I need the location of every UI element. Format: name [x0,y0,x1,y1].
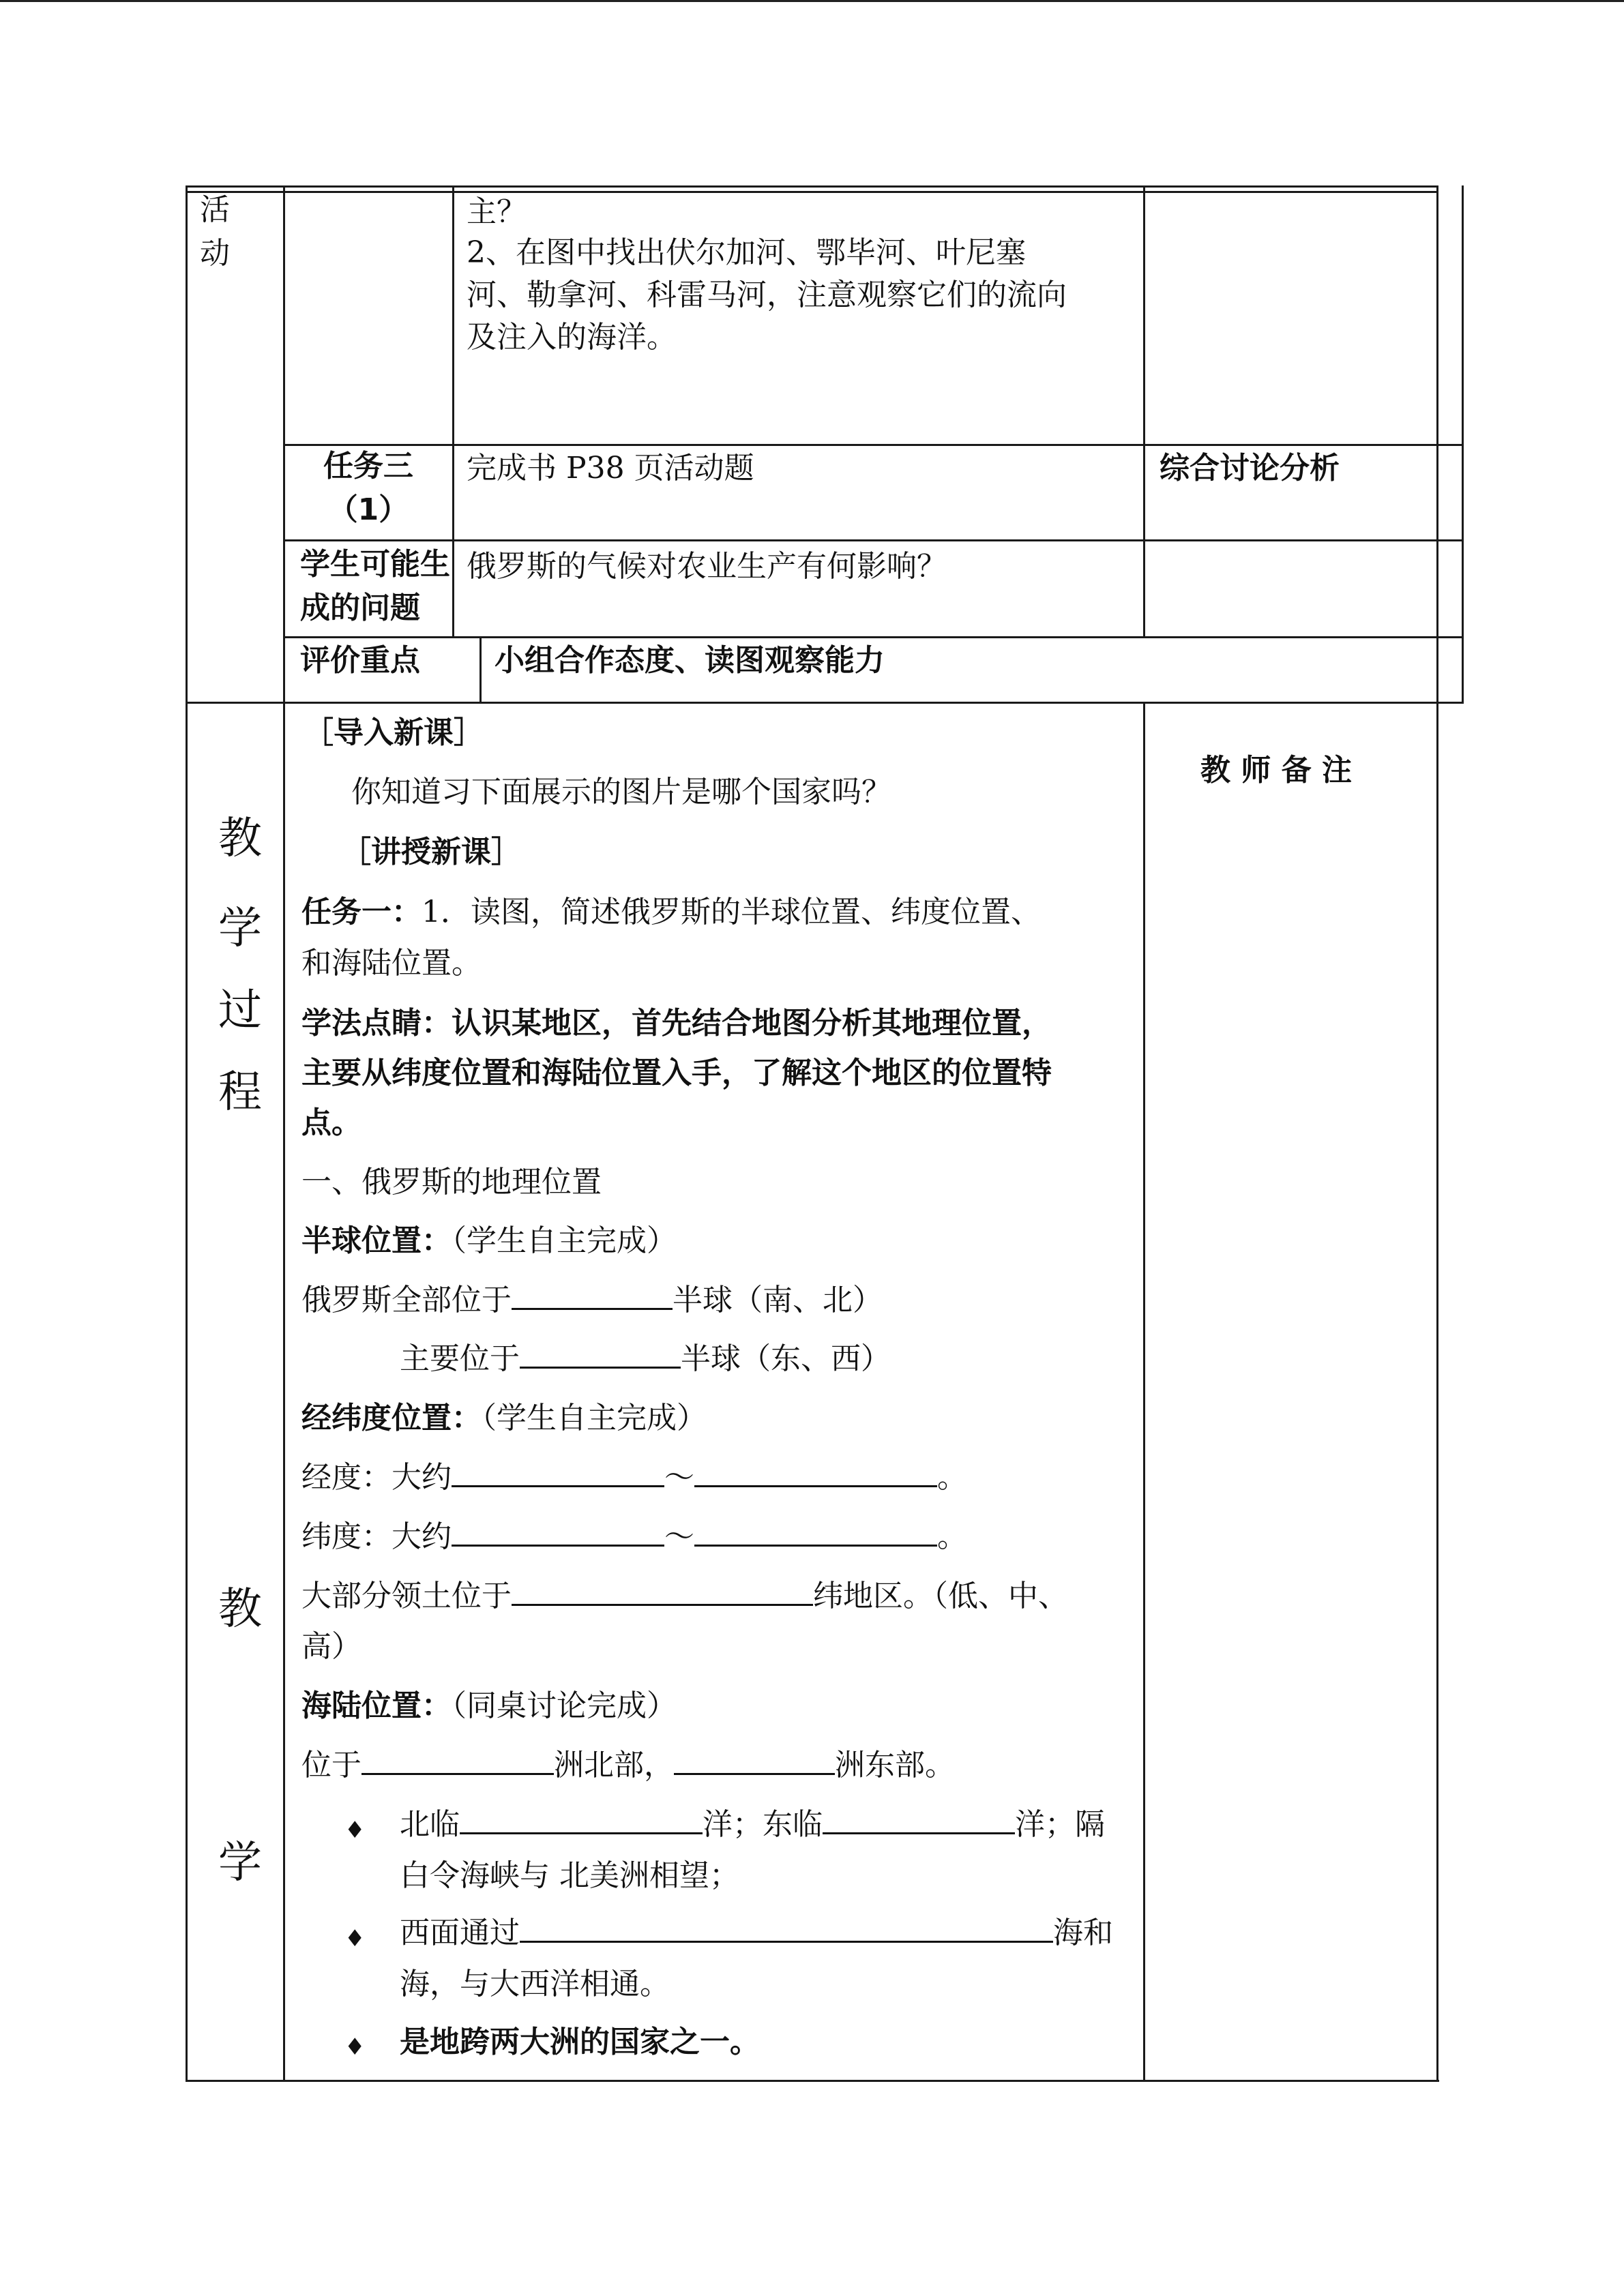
evaluation-label: 评价重点 [300,643,420,678]
longitude-line [301,1454,967,1502]
sea-land-label: 海陆位置： [301,1688,452,1723]
activity-line: 及注入的海洋。 [467,320,677,355]
intro-question: 你知道习下面展示的图片是哪个国家吗？ [351,775,891,809]
evaluation-content: 小组合作态度、读图观察能力 [494,643,885,678]
intro-heading: ［导入新课］ [304,715,484,750]
page-top-border [0,0,1624,2]
text: 半球（南、北） [673,1283,883,1317]
text: 洲北部， [554,1748,674,1783]
hemisphere-line [301,1277,883,1324]
fill-blank[interactable] [694,1455,937,1487]
hemisphere-heading [301,1217,677,1265]
text: 洋；隔 [1015,1807,1105,1842]
text: 洋；东临 [703,1807,823,1842]
fill-blank[interactable] [361,1743,554,1775]
task1-label: 任务一： [301,895,422,929]
text: ～ [664,1460,694,1495]
task1-line [301,889,1041,936]
diamond-bullet-icon: ♦ [344,1925,366,1952]
diamond-bullet-icon: ♦ [344,2033,366,2061]
text: 洲东部。 [835,1748,955,1783]
sea-land-note: （同桌讨论完成） [452,1688,677,1723]
text: 位于 [301,1748,361,1783]
task1-line-2: 和海陆位置。 [301,946,482,981]
questions-content: 俄罗斯的气候对农业生产有何影响？ [467,549,947,584]
lonlat-heading [301,1395,707,1442]
questions-label: 学生可能生 成的问题 [300,547,450,625]
hemisphere-label: 半球位置： [301,1223,452,1258]
side-label-char: 教 [218,814,262,864]
task1-text: 1．读图，简述俄罗斯的半球位置、纬度位置、 [422,895,1041,929]
side-label-char: 过 [218,985,262,1036]
location-line [301,1742,955,1789]
task3-method: 综合讨论分析 [1160,451,1340,486]
task3-label: 任务三 （1） [323,449,413,527]
activity-line: 2、在图中找出伏尔加河、鄂毕河、叶尼塞 [467,235,1026,270]
text: 北临 [400,1807,460,1842]
latitude-line [301,1513,967,1561]
task3-content: 完成书 P38 页活动题 [467,451,754,486]
activity-line: 主？ [467,194,527,229]
text: 俄罗斯全部位于 [301,1283,512,1317]
activity-line: 河、勒拿河、科雷马河，注意观察它们的流向 [467,278,1067,312]
text: ～ [664,1519,694,1554]
text: 纬地区。（低、中、 [813,1579,1068,1613]
side-label-char: 程 [218,1067,262,1118]
sea-land-heading [301,1682,677,1730]
fill-blank[interactable] [674,1743,835,1775]
text: 经度：大约 [301,1460,452,1495]
text: 主要位于 [400,1341,520,1376]
lonlat-label: 经纬度位置： [301,1401,482,1435]
activity-row-label: 活 动 [200,192,230,271]
text: 纬度：大约 [301,1519,452,1554]
text: 。 [937,1460,967,1495]
text: 西面通过 [400,1915,520,1950]
lecture-heading: ［讲授新课］ [341,835,521,869]
study-tip-line: 主要从纬度位置和海陆位置入手，了解这个地区的位置特 [301,1056,1052,1090]
text: 。 [937,1519,967,1554]
lonlat-note: （学生自主完成） [482,1401,707,1435]
side-label-char: 学 [218,1838,262,1888]
side-label-char: 教 [218,1584,262,1635]
hemisphere-line [400,1335,891,1383]
study-tip-line: 点。 [301,1105,361,1140]
bullet-line-cont: 白令海峡与 北美洲相望； [400,1858,739,1893]
teacher-notes-header: 教 师 备 注 [1200,753,1352,788]
fill-blank[interactable] [460,1802,703,1834]
fill-blank[interactable] [512,1278,673,1310]
study-tip-line: 学法点睛：认识某地区，首先结合地图分析其地理位置， [301,1006,1052,1041]
fill-blank[interactable] [823,1802,1015,1834]
bullet-line: 是地跨两大洲的国家之一。 [400,2025,760,2059]
hemisphere-note: （学生自主完成） [452,1223,677,1258]
diamond-bullet-icon: ♦ [344,1817,366,1844]
bullet-line [400,1909,1113,1957]
text: 半球（东、西） [681,1341,891,1376]
fill-blank[interactable] [452,1515,664,1547]
text: 海和 [1053,1915,1113,1950]
fill-blank[interactable] [452,1455,664,1487]
bullet-line-cont: 海，与大西洋相通。 [400,1967,670,2001]
fill-blank[interactable] [694,1515,937,1547]
fill-blank[interactable] [520,1911,1053,1943]
fill-blank[interactable] [512,1574,813,1606]
section-title: 一、俄罗斯的地理位置 [301,1165,602,1199]
text: 大部分领土位于 [301,1579,512,1613]
side-label-char: 学 [218,904,262,954]
bullet-line [400,1801,1105,1849]
zone-line-2: 高） [301,1629,361,1664]
fill-blank[interactable] [520,1337,681,1369]
zone-line [301,1572,1068,1620]
